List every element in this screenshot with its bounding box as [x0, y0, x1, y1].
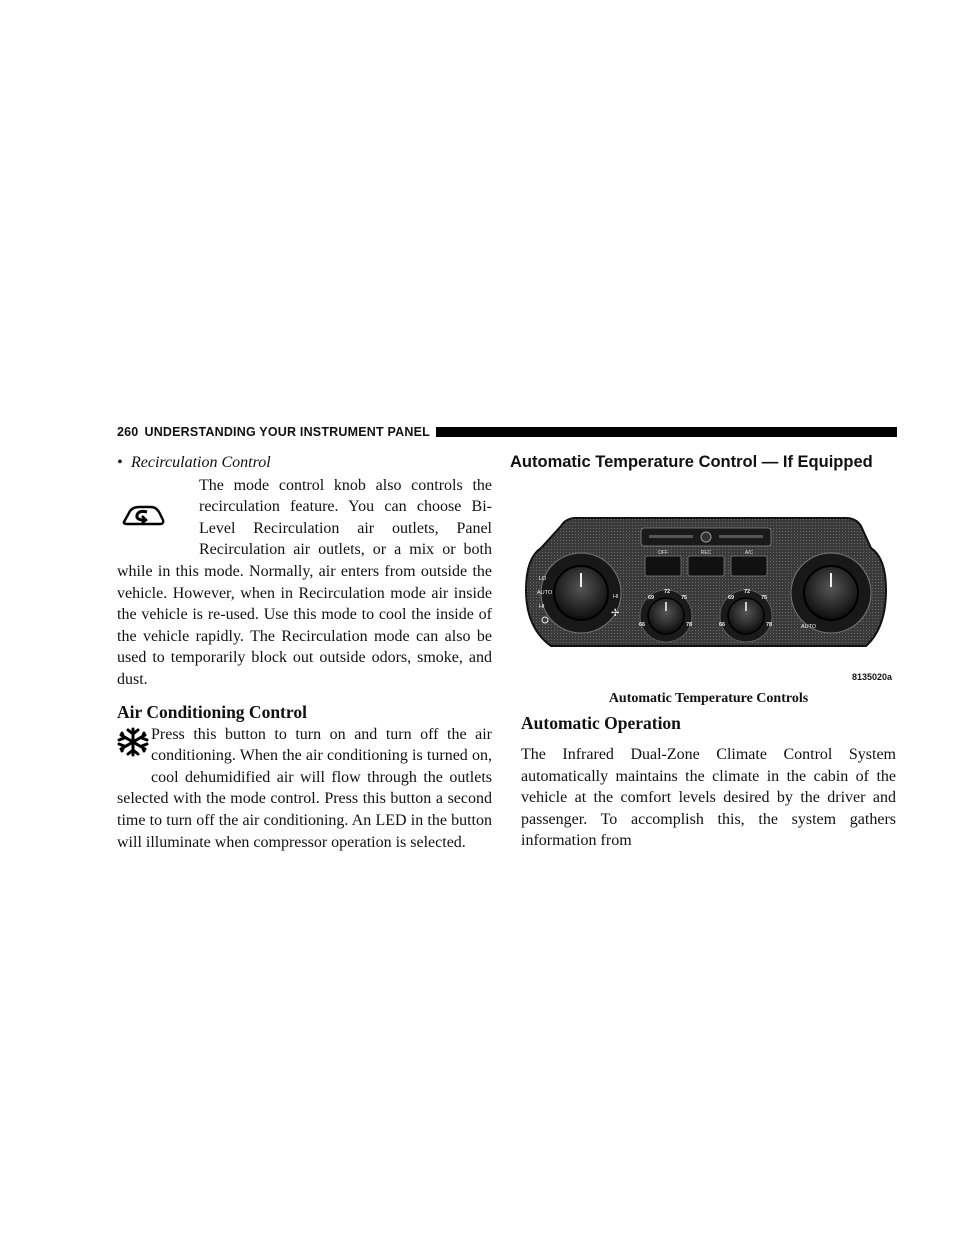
- left-temp-75: 75: [681, 595, 688, 601]
- fan-label-hi: HI: [539, 604, 545, 610]
- button-label-off: OFF: [658, 550, 668, 556]
- climate-controls-figure: [521, 498, 896, 688]
- ac-text: Press this button to turn on and turn off the air conditioning. When the air conditioning is turned on, cool dehumidified air will flow through the outlets selected with the mode control. Press this button a second time to turn off the air conditioning. An LED in the button will illuminate when compressor operation is selected.: [117, 725, 492, 851]
- button-label-rec: REC: [700, 550, 712, 556]
- figure-caption: Automatic Temperature Controls: [608, 691, 809, 706]
- ac-heading: Air Conditioning Control: [117, 701, 307, 722]
- section-title: UNDERSTANDING YOUR INSTRUMENT PANEL: [144, 424, 430, 439]
- recirculation-icon: [121, 502, 167, 530]
- recirculation-bullet: [117, 452, 492, 474]
- page-number: 260: [117, 424, 139, 439]
- left-temp-72: 72: [664, 589, 671, 595]
- automatic-operation-heading: Automatic Operation: [521, 713, 681, 733]
- left-temp-78: 78: [686, 622, 693, 628]
- right-column: [510, 452, 896, 852]
- right-temp-75: 75: [761, 595, 768, 601]
- right-temp-66: 66: [719, 622, 726, 628]
- button-label-ac: A/C: [744, 550, 754, 556]
- recirculation-heading: Recirculation Control: [131, 454, 271, 471]
- mode-label-auto: AUTO: [801, 624, 817, 630]
- fan-label-auto: AUTO: [537, 590, 553, 596]
- left-temp-69: 69: [648, 595, 655, 601]
- figure-id: 8135020a: [851, 672, 892, 682]
- atc-heading: Automatic Temperature Control — If Equipped: [510, 453, 873, 471]
- header-rule: [436, 427, 897, 437]
- page-header: [117, 423, 897, 440]
- left-column: [117, 452, 492, 853]
- bullet-dot: •: [117, 454, 123, 471]
- right-temp-72: 72: [744, 589, 751, 595]
- fan-icon: ✢: [611, 608, 620, 619]
- left-temp-66: 66: [639, 622, 646, 628]
- fan-label-hi-right: HI: [613, 594, 619, 600]
- right-temp-78: 78: [766, 622, 773, 628]
- snowflake-icon: [117, 727, 149, 757]
- fan-label-lo: LO: [539, 576, 547, 582]
- climate-panel-illustration: [521, 498, 891, 668]
- right-temp-69: 69: [728, 595, 735, 601]
- recirculation-text: The mode control knob also controls the recirculation feature. You can choose Bi-Level Recirculation air outlets, Panel Recirculation air outlets, or a mix or both while in this mode. Normally, air enters from outside the vehicle. However, when in Recirculation mode air inside the vehicle is re-used. Use this mode to cool the inside of the vehicle rapidly. The Recirculation mode can also be used to temporarily block out outside odors, smoke, and dust.: [117, 476, 492, 688]
- automatic-operation-text: The Infrared Dual-Zone Climate Control System automatically maintains the climate in the cabin of the vehicle at the comfort levels desired by the driver and passenger. To accomplish this, the system gathers information from: [521, 746, 896, 850]
